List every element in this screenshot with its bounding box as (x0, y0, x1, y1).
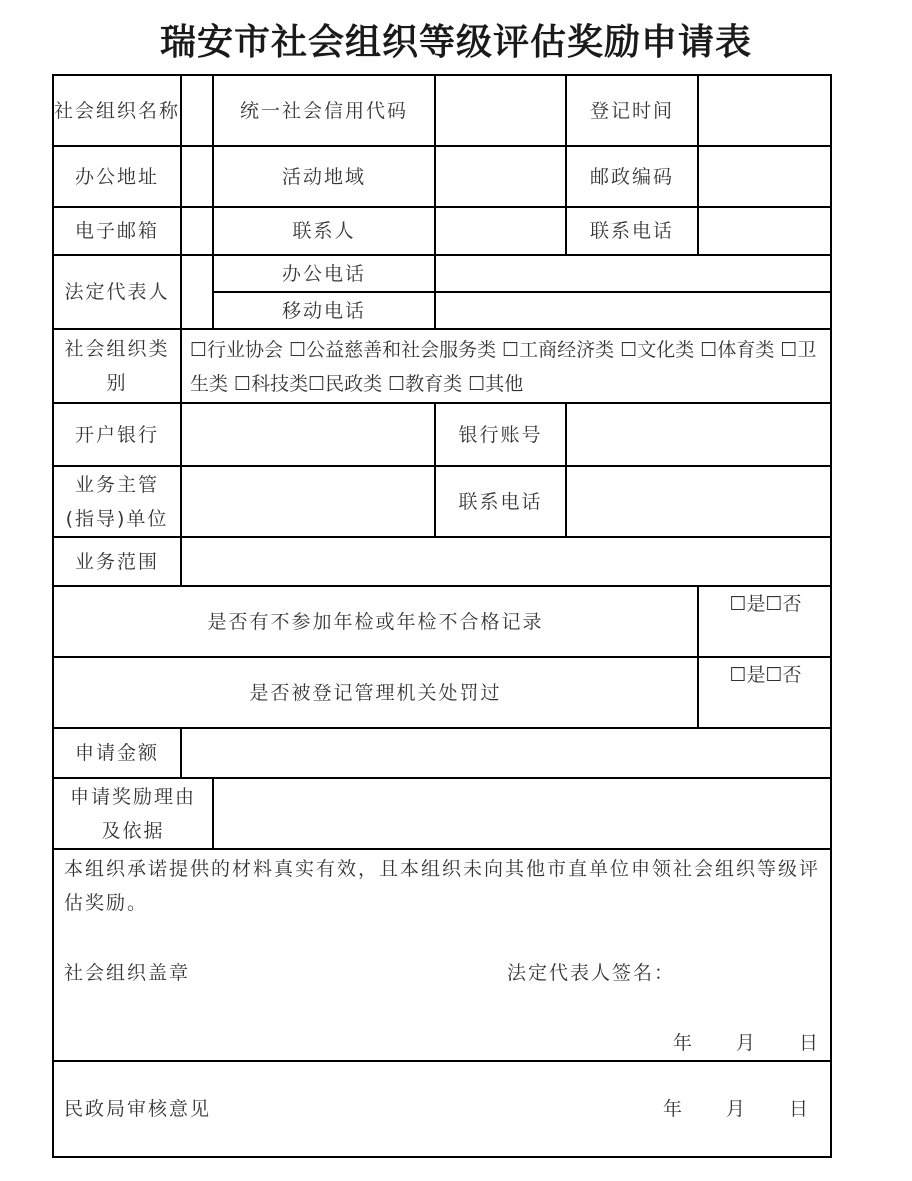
col-divider (212, 777, 214, 848)
office-address-label: 办公地址 (74, 165, 159, 188)
credit-code-label: 统一社会信用代码 (239, 99, 408, 122)
contact-person-label: 联系人 (292, 220, 356, 242)
review-date: 年 月 日 (662, 1098, 810, 1120)
col-divider (180, 74, 182, 328)
org-name-label: 社会组织名称 (54, 99, 181, 122)
mobile-phone-label: 移动电话 (281, 299, 366, 322)
application-form-table (52, 74, 832, 1158)
col-divider (180, 727, 182, 777)
org-category-options[interactable]: ☐行业协会 ☐公益慈善和社会服务类 ☐工商经济类 ☐文化类 ☐体育类 ☐卫生类 ☐科技类☐民政类 ☐教育类 ☐其他 (190, 339, 817, 395)
row-divider (52, 1060, 832, 1062)
legal-rep-label: 法定代表人 (64, 281, 170, 303)
org-category-label: 社会组织类别 (64, 338, 170, 394)
reg-time-label: 登记时间 (589, 99, 674, 122)
annual-check-question: 是否有不参加年检或年检不合格记录 (207, 610, 544, 633)
postal-code-label: 邮政编码 (589, 165, 674, 188)
business-scope-label: 业务范围 (74, 550, 159, 573)
bank-account-label: 银行账号 (458, 423, 543, 446)
reason-label: 申请奖励理由及依据 (69, 785, 196, 842)
col-divider (697, 74, 699, 254)
pledge-text: 本组织承诺提供的材料真实有效，且本组织未向其他市直单位申领社会组织等级评估奖励。 (64, 858, 821, 914)
row-divider (52, 848, 832, 850)
signature-label: 法定代表人签名： (507, 962, 676, 984)
office-phone-label: 办公电话 (281, 262, 366, 285)
pledge-date: 年 月 日 (672, 1032, 820, 1054)
amount-label: 申请金额 (74, 742, 159, 764)
contact-phone-label: 联系电话 (589, 220, 674, 242)
seal-label: 社会组织盖章 (64, 962, 191, 984)
annual-check-choice[interactable]: ☐是☐否 (729, 593, 802, 615)
col-divider (565, 402, 567, 536)
supervisor-phone-label: 联系电话 (458, 490, 543, 513)
col-divider (180, 328, 182, 585)
activity-area-label: 活动地域 (281, 165, 366, 188)
review-label: 民政局审核意见 (64, 1098, 212, 1120)
form-title: 瑞安市社会组织等级评估奖励申请表 (159, 22, 752, 63)
col-divider (434, 74, 436, 328)
bank-label: 开户银行 (74, 423, 159, 446)
email-label: 电子邮箱 (74, 220, 159, 242)
supervisor-label: 业务主管(指导)单位 (65, 473, 169, 530)
penalty-choice[interactable]: ☐是☐否 (729, 664, 802, 686)
penalty-question: 是否被登记管理机关处罚过 (249, 681, 502, 704)
